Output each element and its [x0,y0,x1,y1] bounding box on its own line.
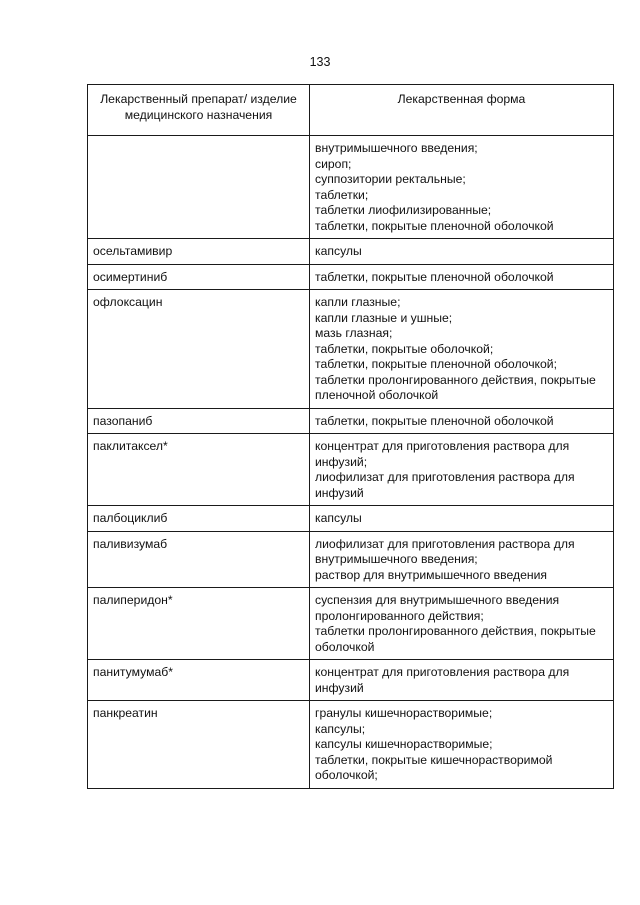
table-row [88,506,614,532]
drug-name: осельтамивир [88,239,310,265]
form-item: капсулы [315,244,362,258]
form-item: таблетки, покрытые оболочкой; [315,341,494,356]
table-row [88,660,614,701]
table-row [88,264,614,290]
drug-forms [310,531,614,588]
table-row [88,408,614,434]
form-item: таблетки; [315,187,369,202]
drug-forms [310,588,614,660]
drug-name: палиперидон* [88,588,310,660]
drug-name: паклитаксел* [88,434,310,506]
drug-forms [310,264,614,290]
drug-name: панкреатин [88,701,310,789]
form-item: лиофилизат для приготовления раствора для инфузий [315,470,575,500]
form-item: суспензия для внутримышечного введения пролонгированного действия; [315,593,560,623]
table-header-row [88,85,614,136]
drug-name: осимертиниб [88,264,310,290]
form-item: капли глазные и ушные; [315,310,453,325]
table-row [88,239,614,265]
form-item: внутримышечного введения; [315,141,478,155]
form-item: капсулы [315,511,362,525]
drug-name: паливизумаб [88,531,310,588]
form-item: раствор для внутримышечного введения [315,567,548,582]
drug-forms-table [87,84,614,789]
drug-name [88,136,310,239]
form-item: суппозитории ректальные; [315,172,466,186]
drug-forms [310,434,614,506]
form-item: сироп; [315,156,352,171]
form-item: таблетки пролонгированного действия, покрытые оболочкой [315,624,596,654]
drug-name: палбоциклиб [88,506,310,532]
form-item: концентрат для приготовления раствора для инфузий; [315,439,570,469]
drug-forms [310,290,614,409]
form-item: таблетки, покрытые пленочной оболочкой [315,269,554,284]
table-row [88,290,614,409]
table-body [88,136,614,789]
table-row [88,434,614,506]
form-item: концентрат для приготовления раствора для инфузий [315,665,570,695]
form-item: капли глазные; [315,295,401,309]
header-form: Лекарственная форма [310,85,614,136]
form-item: таблетки, покрытые пленочной оболочкой [315,218,554,233]
table-row [88,588,614,660]
form-item: таблетки пролонгированного действия, покрытые пленочной оболочкой [315,372,596,402]
form-item: лиофилизат для приготовления раствора для внутримышечного введения; [315,536,575,566]
drug-forms [310,136,614,239]
drug-name: офлоксацин [88,290,310,409]
drug-forms [310,660,614,701]
table-row [88,136,614,239]
form-item: мазь глазная; [315,326,393,340]
page-number: 133 [309,55,331,69]
form-item: таблетки лиофилизированные; [315,203,492,217]
form-item: таблетки, покрытые кишечнорастворимой оболочкой; [315,752,553,782]
table-row [88,531,614,588]
form-item: таблетки, покрытые пленочной оболочкой [315,413,554,428]
drug-name: панитумумаб* [88,660,310,701]
drug-forms [310,408,614,434]
drug-forms [310,701,614,789]
form-item: капсулы; [315,721,366,736]
form-item: гранулы кишечнорастворимые; [315,706,493,720]
drug-forms [310,239,614,265]
table-row [88,701,614,789]
form-item: таблетки, покрытые пленочной оболочкой; [315,357,557,371]
form-item: капсулы кишечнорастворимые; [315,737,493,751]
header-drug: Лекарственный препарат/ изделие медицинского назначения [88,85,310,136]
drug-forms [310,506,614,532]
drug-name: пазопаниб [88,408,310,434]
